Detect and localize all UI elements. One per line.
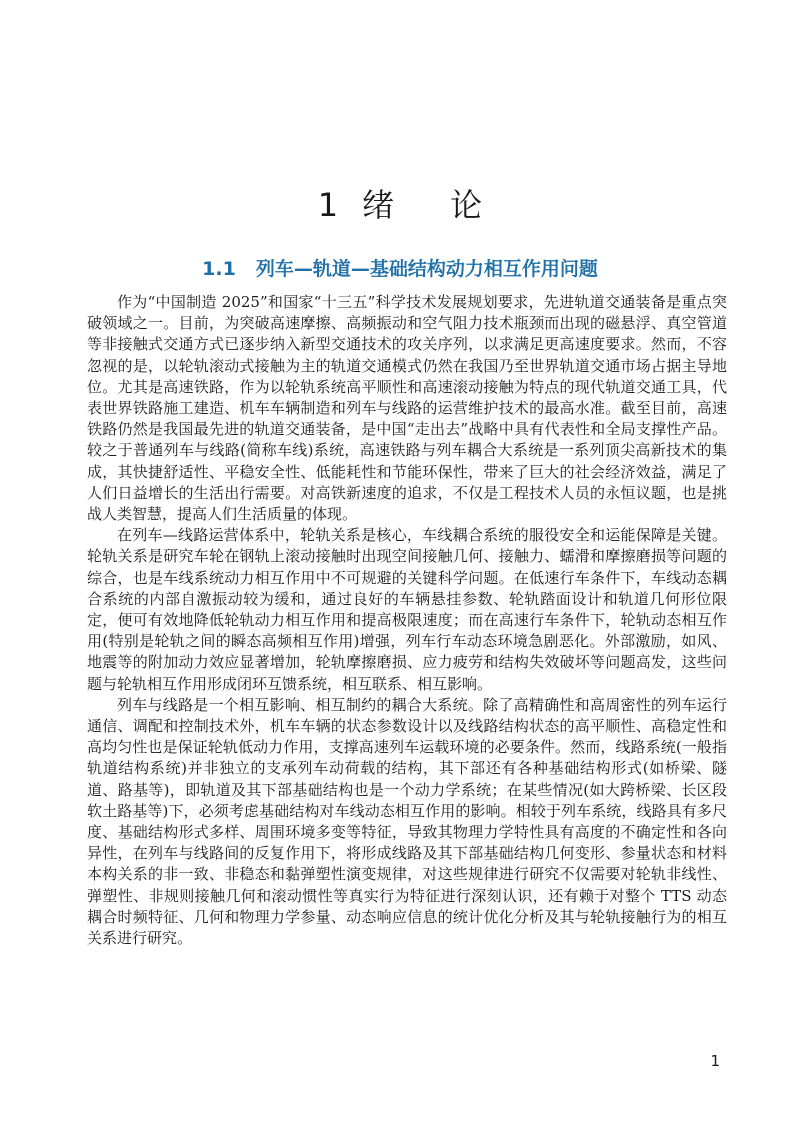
chapter-title [0,180,800,226]
paragraph-3: 列车与线路是一个相互影响、相互制约的耦合大系统。除了高精确性和高周密性的列车运行通信、调配和控制技术外，机车车辆的状态参数设计以及线路结构状态的高平顺性、高稳定性和高均匀性也是保证轮轨低动力作用，支撑高速列车运载环境的必要条件。然而，线路系统(一般指轨道结构系统)并非独立的支承列车动荷载的结构，其下部还有各种基础结构形式(如桥梁、隧道、路基等)，即轨道及其下部基础结构也是一个动力学系统；在某些情况(如大跨桥梁、长区段软土路基等)下，必须考虑基础结构对车线动态相互作用的影响。相较于列车系统，线路具有多尺度、基础结构形式多样、周围环境多变等特征，导致其物理力学特性具有高度的不确定性和各向异性，在列车与线路间的反复作用下，将形成线路及其下部基础结构几何变形、参量状态和材料本构关系的非一致、非稳态和黏弹塑性演变规律，对这些规律进行研究不仅需要对轮轨非线性、弹塑性、非规则接触几何和滚动惯性等真实行为特征进行深刻认识，还有赖于对整个 TTS 动态耦合时频特征、几何和物理力学参量、动态响应信息的统计优化分析及其与轮轨接触行为的相互关系进行研究。 [87,695,727,948]
section-title-text: 列车—轨道—基础结构动力相互作用问题 [255,258,598,280]
section-number: 1.1 [202,258,236,280]
paragraph-1: 作为“中国制造 2025”和国家“十三五”科学技术发展规划要求，先进轨道交通装备是重点突破领域之一。目前，为突破高速摩擦、高频振动和空气阻力技术瓶颈而出现的磁悬浮、真空管道等非接触式交通方式已逐步纳入新型交通技术的攻关序列，以求满足更高速度要求。然而，不容忽视的是，以轮轨滚动式接触为主的轨道交通模式仍然在我国乃至世界轨道交通市场占据主导地位。尤其是高速铁路，作为以轮轨系统高平顺性和高速滚动接触为特点的现代轨道交通工具，代表世界铁路施工建造、机车车辆制造和列车与线路的运营维护技术的最高水准。截至目前，高速铁路仍然是我国最先进的轨道交通装备，是中国“走出去”战略中具有代表性和全局支撑性产品。较之于普通列车与线路(简称车线)系统，高速铁路与列车耦合大系统是一系列顶尖高新技术的集成，其快捷舒适性、平稳安全性、低能耗性和节能环保性，带来了巨大的社会经济效益，满足了人们日益增长的生活出行需要。对高铁新速度的追求，不仅是工程技术人员的永恒议题，也是挑战人类智慧，提高人们生活质量的体现。 [87,293,727,524]
page-number: 1 [710,1052,720,1070]
chapter-title-char-1: 绪 [362,186,395,224]
chapter-number: 1 [317,186,339,224]
body-text [87,292,727,949]
chapter-title-char-2: 论 [450,186,483,224]
paragraph-2: 在列车—线路运营体系中，轮轨关系是核心，车线耦合系统的服役安全和运能保障是关键。轮轨关系是研究车轮在钢轨上滚动接触时出现空间接触几何、接触力、蠕滑和摩擦磨损等问题的综合，也是车线系统动力相互作用中不可规避的关键科学问题。在低速行车条件下，车线动态耦合系统的内部自激振动较为缓和，通过良好的车辆悬挂参数、轮轨踏面设计和轨道几何形位限定，便可有效地降低轮轨动力相互作用和提高极限速度；而在高速行车条件下，轮轨动态相互作用(特别是轮轨之间的瞬态高频相互作用)增强，列车行车动态环境急剧恶化。外部激励，如风、地震等的附加动力效应显著增加，轮轨摩擦磨损、应力疲劳和结构失效破坏等问题高发，这些问题与轮轨相互作用形成闭环互馈系统，相互联系、相互影响。 [87,526,727,693]
section-title [0,254,800,281]
